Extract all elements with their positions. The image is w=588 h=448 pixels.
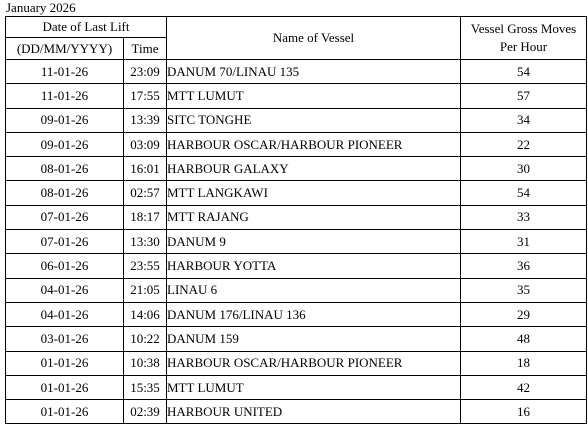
cell-date: 01-01-26 — [6, 400, 124, 424]
cell-time: 14:06 — [124, 302, 167, 326]
table-row — [6, 108, 587, 132]
cell-gross-moves: 35 — [461, 278, 587, 302]
cell-date: 03-01-26 — [6, 327, 124, 351]
table-row — [6, 132, 587, 156]
cell-date: 08-01-26 — [6, 157, 124, 181]
cell-vessel-name: DANUM 70/LINAU 135 — [167, 60, 461, 84]
cell-gross-moves: 42 — [461, 375, 587, 399]
cell-gross-moves: 31 — [461, 230, 587, 254]
cell-time: 02:57 — [124, 181, 167, 205]
cell-gross-moves: 22 — [461, 132, 587, 156]
table-row — [6, 400, 587, 424]
cell-vessel-name: MTT LUMUT — [167, 84, 461, 108]
cell-date: 11-01-26 — [6, 60, 124, 84]
cell-date: 04-01-26 — [6, 278, 124, 302]
cell-time: 03:09 — [124, 132, 167, 156]
cell-time: 17:55 — [124, 84, 167, 108]
cell-gross-moves: 18 — [461, 351, 587, 375]
cell-date: 07-01-26 — [6, 205, 124, 229]
cell-gross-moves: 34 — [461, 108, 587, 132]
cell-vessel-name: MTT RAJANG — [167, 205, 461, 229]
table-row — [6, 302, 587, 326]
cell-vessel-name: DANUM 9 — [167, 230, 461, 254]
cell-vessel-name: HARBOUR OSCAR/HARBOUR PIONEER — [167, 132, 461, 156]
cell-time: 10:38 — [124, 351, 167, 375]
table-row — [6, 327, 587, 351]
cell-vessel-name: HARBOUR UNITED — [167, 400, 461, 424]
table-row — [6, 375, 587, 399]
header-gross-moves-line1: Vessel Gross Moves — [470, 21, 577, 36]
cell-vessel-name: DANUM 159 — [167, 327, 461, 351]
cell-time: 10:22 — [124, 327, 167, 351]
cell-date: 11-01-26 — [6, 84, 124, 108]
table-header — [6, 17, 587, 60]
cell-gross-moves: 29 — [461, 302, 587, 326]
cell-gross-moves: 48 — [461, 327, 587, 351]
cell-date: 01-01-26 — [6, 375, 124, 399]
cell-gross-moves: 30 — [461, 157, 587, 181]
cell-gross-moves: 36 — [461, 254, 587, 278]
table-row — [6, 181, 587, 205]
cell-date: 08-01-26 — [6, 181, 124, 205]
cell-gross-moves: 16 — [461, 400, 587, 424]
table-row — [6, 84, 587, 108]
cell-gross-moves: 33 — [461, 205, 587, 229]
vessel-moves-table — [5, 16, 587, 424]
cell-vessel-name: MTT LANGKAWI — [167, 181, 461, 205]
cell-time: 23:55 — [124, 254, 167, 278]
header-row — [6, 17, 587, 38]
cell-vessel-name: HARBOUR OSCAR/HARBOUR PIONEER — [167, 351, 461, 375]
cell-date: 04-01-26 — [6, 302, 124, 326]
header-time: Time — [124, 38, 167, 60]
header-date-of-last-lift: Date of Last Lift — [6, 17, 167, 38]
cell-vessel-name: MTT LUMUT — [167, 375, 461, 399]
table-row — [6, 351, 587, 375]
header-vessel-gross-moves — [461, 17, 587, 60]
cell-vessel-name: HARBOUR YOTTA — [167, 254, 461, 278]
cell-gross-moves: 57 — [461, 84, 587, 108]
header-date-format: (DD/MM/YYYY) — [6, 38, 124, 60]
table-body — [6, 60, 587, 424]
cell-gross-moves: 54 — [461, 181, 587, 205]
cell-gross-moves: 54 — [461, 60, 587, 84]
table-row — [6, 230, 587, 254]
header-name-of-vessel: Name of Vessel — [167, 17, 461, 60]
cell-date: 01-01-26 — [6, 351, 124, 375]
table-row — [6, 254, 587, 278]
cell-time: 18:17 — [124, 205, 167, 229]
cell-time: 21:05 — [124, 278, 167, 302]
cell-date: 09-01-26 — [6, 108, 124, 132]
cell-vessel-name: DANUM 176/LINAU 136 — [167, 302, 461, 326]
table-row — [6, 157, 587, 181]
cell-time: 13:30 — [124, 230, 167, 254]
cell-vessel-name: LINAU 6 — [167, 278, 461, 302]
table-row — [6, 60, 587, 84]
table-row — [6, 278, 587, 302]
header-gross-moves-line2: Per Hour — [499, 39, 548, 54]
cell-date: 07-01-26 — [6, 230, 124, 254]
cell-time: 23:09 — [124, 60, 167, 84]
cell-date: 06-01-26 — [6, 254, 124, 278]
cell-date: 09-01-26 — [6, 132, 124, 156]
table-caption: January 2026 — [6, 0, 76, 15]
cell-vessel-name: HARBOUR GALAXY — [167, 157, 461, 181]
table-row — [6, 205, 587, 229]
cell-time: 13:39 — [124, 108, 167, 132]
cell-time: 16:01 — [124, 157, 167, 181]
cell-time: 15:35 — [124, 375, 167, 399]
cell-vessel-name: SITC TONGHE — [167, 108, 461, 132]
cell-time: 02:39 — [124, 400, 167, 424]
